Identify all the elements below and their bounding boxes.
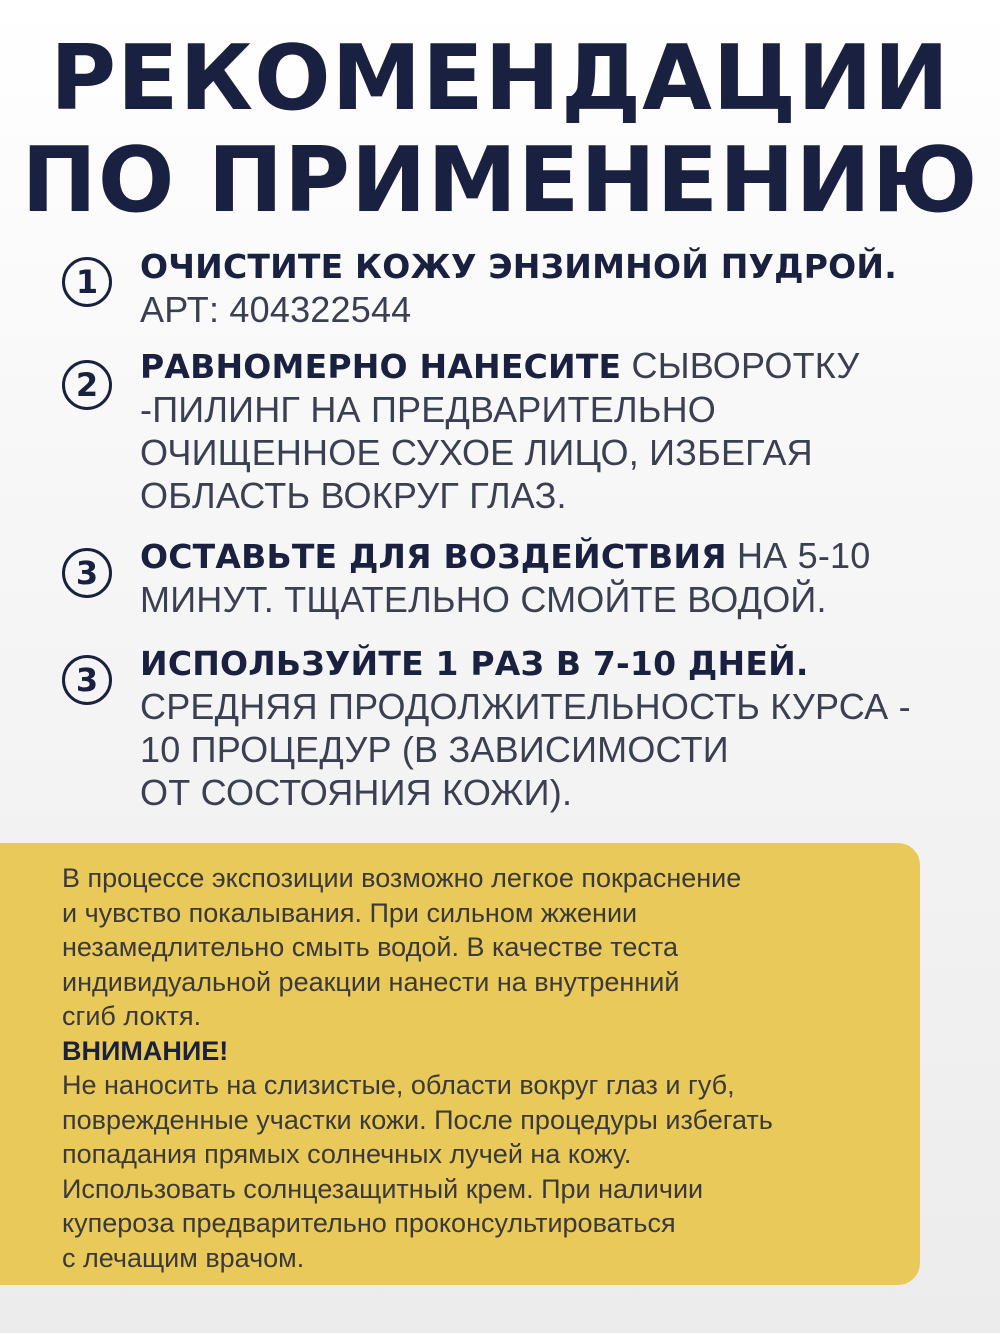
warning-line: Использовать солнцезащитный крем. При наличии — [62, 1173, 704, 1204]
step-bold-text: РАВНОМЕРНО НАНЕСИТЕ — [140, 347, 622, 386]
title-line-2: ПО ПРИМЕНЕНИЮ — [21, 128, 979, 233]
step-line: СРЕДНЯЯ ПРОДОЛЖИТЕЛЬНОСТЬ КУРСА - — [140, 686, 911, 727]
step-text — [140, 641, 940, 814]
step-bold-text: ИСПОЛЬЗУЙТЕ 1 РАЗ В 7-10 ДНЕЙ. — [140, 644, 809, 683]
step-line-rest: СЫВОРОТКУ — [621, 345, 860, 386]
warning-line: Не наносить на слизистые, области вокруг глаз и губ, — [62, 1070, 735, 1100]
note-line: и чувство покалывания. При сильном жжении — [62, 897, 638, 928]
step-line: МИНУТ. ТЩАТЕЛЬНО СМОЙТЕ ВОДОЙ. — [140, 579, 827, 620]
step-text — [140, 534, 940, 621]
step-number-badge: 1 — [62, 257, 112, 307]
title-line-1: РЕКОМЕНДАЦИИ — [50, 26, 950, 131]
warning-line: с лечащим врачом. — [62, 1242, 305, 1273]
note-line: незамедлительно смыть водой. В качестве теста — [62, 932, 678, 962]
warning-line: поврежденные участки кожи. После процедуры избегать — [62, 1104, 773, 1135]
warning-note-box — [0, 843, 920, 1285]
step-text — [140, 244, 940, 331]
step-line: ОТ СОСТОЯНИЯ КОЖИ). — [140, 772, 573, 813]
note-line: В процессе экспозиции возможно легкое покраснение — [62, 863, 742, 893]
step-bold-text: ОЧИСТИТЕ КОЖУ ЭНЗИМНОЙ ПУДРОЙ. — [140, 247, 897, 286]
step-line: 10 ПРОЦЕДУР (В ЗАВИСИМОСТИ — [140, 729, 729, 770]
note-line: сгиб локтя. — [62, 1001, 202, 1031]
step-line: ОБЛАСТЬ ВОКРУГ ГЛАЗ. — [140, 475, 567, 516]
step-number-badge: 3 — [62, 548, 112, 598]
step-line: АРТ: 404322544 — [140, 289, 412, 330]
step-number-badge: 2 — [62, 360, 112, 410]
warning-label: ВНИМАНИЕ! — [62, 1035, 229, 1066]
step-bold-text: ОСТАВЬТЕ ДЛЯ ВОЗДЕЙСТВИЯ — [140, 537, 727, 576]
note-line: индивидуальной реакции нанести на внутренний — [62, 966, 680, 997]
step-line: -ПИЛИНГ НА ПРЕДВАРИТЕЛЬНО — [140, 389, 716, 430]
warning-line: купероза предварительно проконсультироваться — [62, 1208, 676, 1238]
note-text — [62, 861, 912, 1275]
step-number-badge: 3 — [62, 655, 112, 705]
step-text — [140, 344, 940, 517]
warning-line: попадания прямых солнечных лучей на кожу. — [62, 1139, 632, 1169]
step-line: ОЧИЩЕННОЕ СУХОЕ ЛИЦО, ИЗБЕГАЯ — [140, 432, 813, 473]
step-line-rest: НА 5-10 — [726, 535, 871, 576]
